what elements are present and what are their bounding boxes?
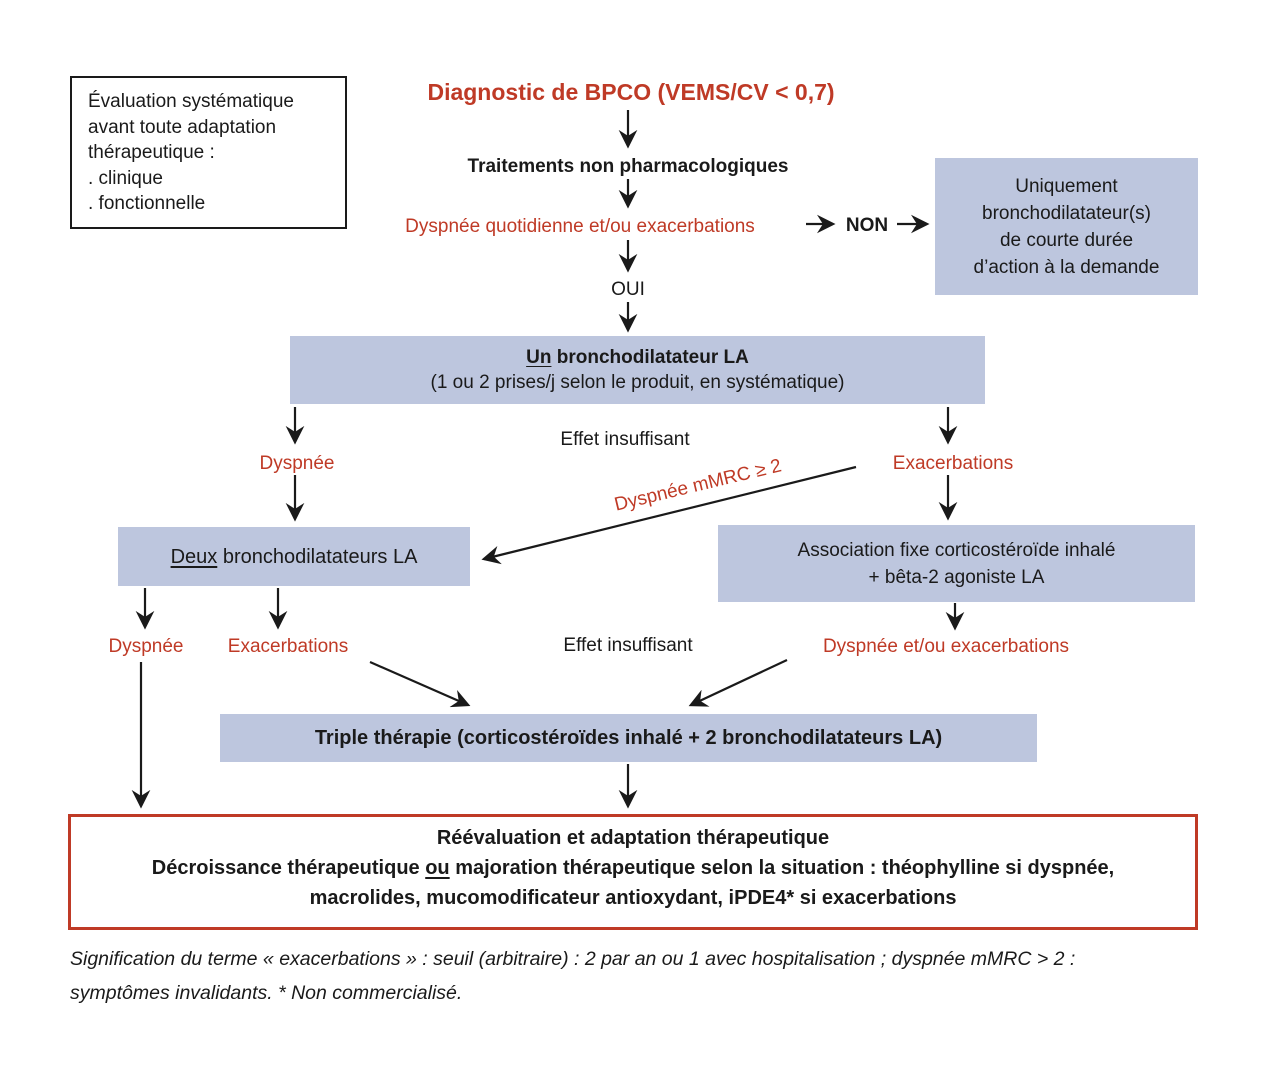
short-acting-line: d’action à la demande: [973, 256, 1160, 278]
exacerbations-label-1: Exacerbations: [892, 453, 1014, 474]
reassessment-body-line2: macrolides, mucomodificateur antioxydant, iPDE4* si exacerbations: [309, 887, 957, 909]
ics-laba-association-box: [718, 525, 1195, 602]
note-line: thérapeutique :: [88, 142, 215, 163]
daily-symptoms-label: Dyspnée quotidienne et/ou exacerbations: [405, 216, 755, 237]
footnote: [70, 942, 1220, 1010]
non-pharmacological-label: Traitements non pharmacologiques: [467, 156, 789, 177]
arrow-exacerbations2-to-triple: [370, 662, 468, 705]
reassessment-body-line1: [71, 853, 1195, 883]
arrow-dyspexac-to-triple: [691, 660, 787, 705]
ics-laba-line1: Association fixe corticostéroïde inhalé: [797, 539, 1116, 561]
ics-laba-line2: + bêta-2 agoniste LA: [868, 566, 1045, 588]
non-label: NON: [845, 215, 889, 236]
one-bronchodilator-box: [290, 336, 985, 404]
two-bronchodilators-rest: bronchodilatateurs LA: [217, 545, 418, 568]
underlined-ou: ou: [425, 857, 450, 879]
dyspnea-label-2: Dyspnée: [108, 636, 184, 657]
underlined-deux: Deux: [170, 545, 218, 568]
short-acting-bronchodilator-box: [935, 158, 1198, 295]
reassessment-box: [68, 814, 1198, 930]
mmrc-threshold-label: Dyspnée mMRC ≥ 2: [612, 455, 784, 516]
systematic-evaluation-note: [70, 76, 347, 229]
one-bronchodilator-rest: bronchodilatateur LA: [551, 347, 749, 368]
dyspnea-exacerbations-label: Dyspnée et/ou exacerbations: [822, 636, 1070, 657]
two-bronchodilators-box: [118, 527, 470, 586]
dyspnea-label-1: Dyspnée: [259, 453, 335, 474]
insufficient-effect-label-2: Effet insuffisant: [563, 635, 693, 656]
footnote-line2: symptômes invalidants. * Non commercialisé.: [70, 982, 463, 1004]
note-line: . fonctionnelle: [88, 193, 206, 214]
note-line: Évaluation systématique: [88, 91, 294, 112]
triple-therapy-label: Triple thérapie (corticostéroïdes inhalé + 2 bronchodilatateurs LA): [314, 727, 943, 749]
reassessment-title: Réévaluation et adaptation thérapeutique: [436, 827, 830, 849]
triple-therapy-box: [220, 714, 1037, 762]
two-bronchodilators-line: [171, 544, 418, 570]
note-line: . clinique: [88, 167, 163, 189]
one-bronchodilator-line2: (1 ou 2 prises/j selon le produit, en systématique): [430, 372, 845, 393]
one-bronchodilator-line1: [526, 345, 749, 370]
insufficient-effect-label-1: Effet insuffisant: [560, 429, 690, 450]
footnote-line1: Signification du terme « exacerbations » : seuil (arbitraire) : 2 par an ou 1 avec hospitalisation ; dyspnée mMRC > 2 :: [70, 948, 1076, 970]
reassessment-body-post: majoration thérapeutique selon la situation : théophylline si dyspnée,: [449, 857, 1115, 879]
diagram-title: Diagnostic de BPCO (VEMS/CV < 0,7): [427, 79, 835, 105]
exacerbations-label-2: Exacerbations: [227, 636, 349, 657]
short-acting-line: bronchodilatateur(s): [982, 202, 1151, 224]
short-acting-line: de courte durée: [999, 229, 1134, 251]
reassessment-body-pre: Décroissance thérapeutique: [151, 857, 426, 879]
underlined-un: Un: [526, 347, 552, 368]
note-line: avant toute adaptation: [88, 116, 277, 138]
oui-label: OUI: [611, 279, 645, 300]
short-acting-line: Uniquement: [1015, 175, 1118, 197]
